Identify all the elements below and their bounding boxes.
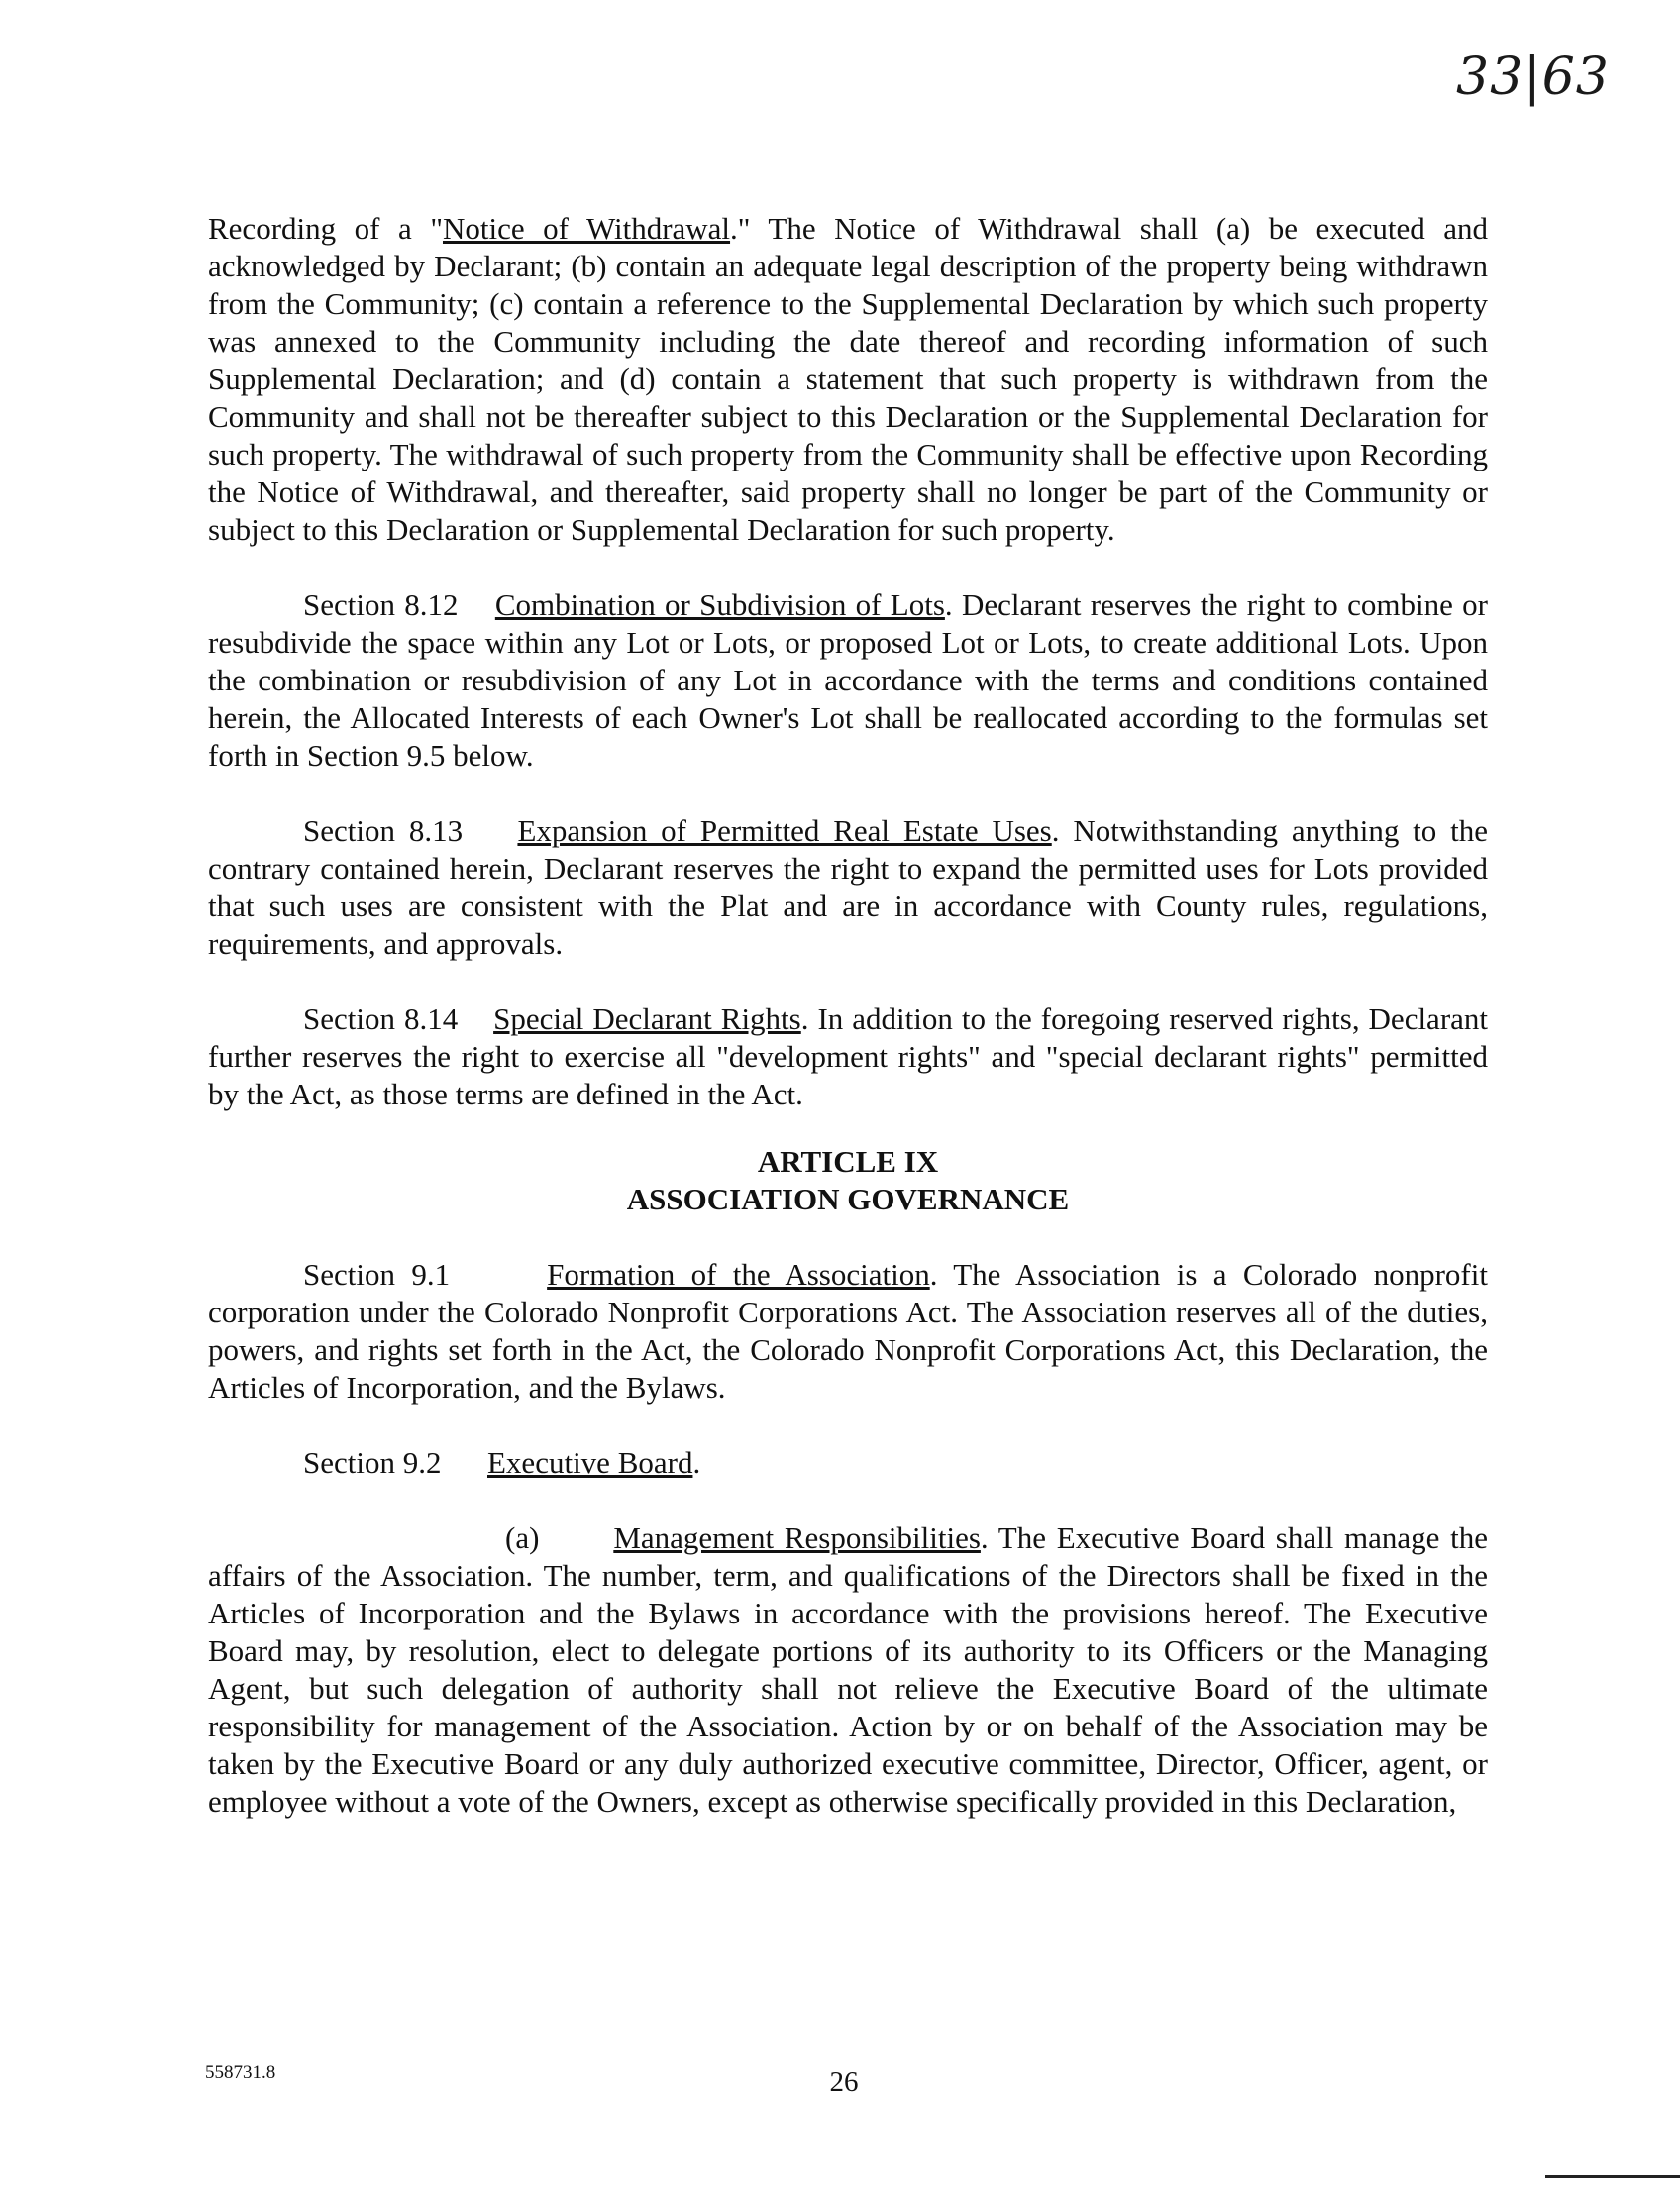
page-number: 26 [829,2066,859,2098]
defined-term: Notice of Withdrawal [442,211,731,246]
section-9-1 [208,1256,1488,1407]
section-number: Section 8.12 [303,587,459,622]
document-id: 558731.8 [205,2062,276,2083]
handwritten-page-annotation: 33|63 [1456,48,1610,107]
paragraph-withdrawal [208,210,1488,549]
article-number: ARTICLE IX [757,1144,939,1179]
section-9-2 [208,1444,1488,1482]
paragraph-text: ." The Notice of Withdrawal shall (a) be executed and acknowledged by Declarant; (b) contain an adequate legal description of the property being withdrawn from the Community; (c) contain a reference to the Supplemental Declaration by which such property was annexed to the Community including the date thereof and recording information of such Supplemental Declaration; and (d) contain a statement that such property is withdrawn from the Community and shall not be thereafter subject to this Declaration or the Supplemental Declaration for such property. The withdrawal of such property from the Community shall be effective upon Recording the Notice of Withdrawal, and thereafter, said property shall no longer be part of the Community or subject to this Declaration or Supplemental Declaration for such property. [208,211,1489,547]
section-9-2-a [208,1519,1488,1821]
section-text: . [692,1445,701,1480]
section-8-14 [208,1000,1488,1113]
section-title: Combination or Subdivision of Lots [494,587,945,622]
section-number: Section 9.1 [303,1257,451,1292]
section-number: Section 9.2 [303,1445,442,1480]
subsection-label: (a) [505,1520,540,1555]
scan-artifact-line [1545,2175,1680,2178]
section-8-12 [208,586,1488,775]
section-number: Section 8.14 [303,1001,459,1036]
section-title: Formation of the Association [547,1257,930,1292]
section-title: Executive Board [487,1445,693,1480]
section-text: . The Association is a Colorado nonprofit corporation under the Colorado Nonprofit Corporations Act. The Association reserves all of the duties, powers, and rights set forth in the Act, the Colorado Nonprofit Corporations Act, this Declaration, the Articles of Incorporation, and the Bylaws. [208,1257,1488,1405]
section-title: Special Declarant Rights [493,1001,801,1036]
section-number: Section 8.13 [303,813,464,848]
article-title: ASSOCIATION GOVERNANCE [626,1182,1070,1216]
section-8-13 [208,812,1488,963]
section-title: Expansion of Permitted Real Estate Uses [517,813,1052,848]
section-text: . Notwithstanding anything to the contrary contained herein, Declarant reserves the right to expand the permitted uses for Lots provided that such uses are consistent with the Plat and are in accordance with County rules, regulations, requirements, and approvals. [208,813,1488,961]
document-body [208,210,1488,1858]
subsection-text: . The Executive Board shall manage the affairs of the Association. The number, term, and qualifications of the Directors shall be fixed in the Articles of Incorporation and the Bylaws in accordance with the provisions hereof. The Executive Board may, by resolution, elect to delegate portions of its authority to its Officers or the Managing Agent, but such delegation of authority shall not relieve the Executive Board of the ultimate responsibility for management of the Association. Action by or on behalf of the Association may be taken by the Executive Board or any duly authorized executive committee, Director, Officer, agent, or employee without a vote of the Owners, except as otherwise specifically provided in this Declaration, [208,1520,1489,1819]
subsection-title: Management Responsibilities [613,1520,981,1555]
paragraph-text: Recording of a " [208,211,443,246]
section-text: . Declarant reserves the right to combine or resubdivide the space within any Lot or Lots, or proposed Lot or Lots, to create additional Lots. Upon the combination or resubdivision of any Lot in accordance with the terms and conditions contained herein, the Allocated Interests of each Owner's Lot shall be reallocated according to the formulas set forth in Section 9.5 below. [208,587,1488,773]
section-text: . In addition to the foregoing reserved rights, Declarant further reserves the right to exercise all "development rights" and "special declarant rights" permitted by the Act, as those terms are defined in the Act. [208,1001,1489,1111]
article-heading [208,1143,1488,1218]
